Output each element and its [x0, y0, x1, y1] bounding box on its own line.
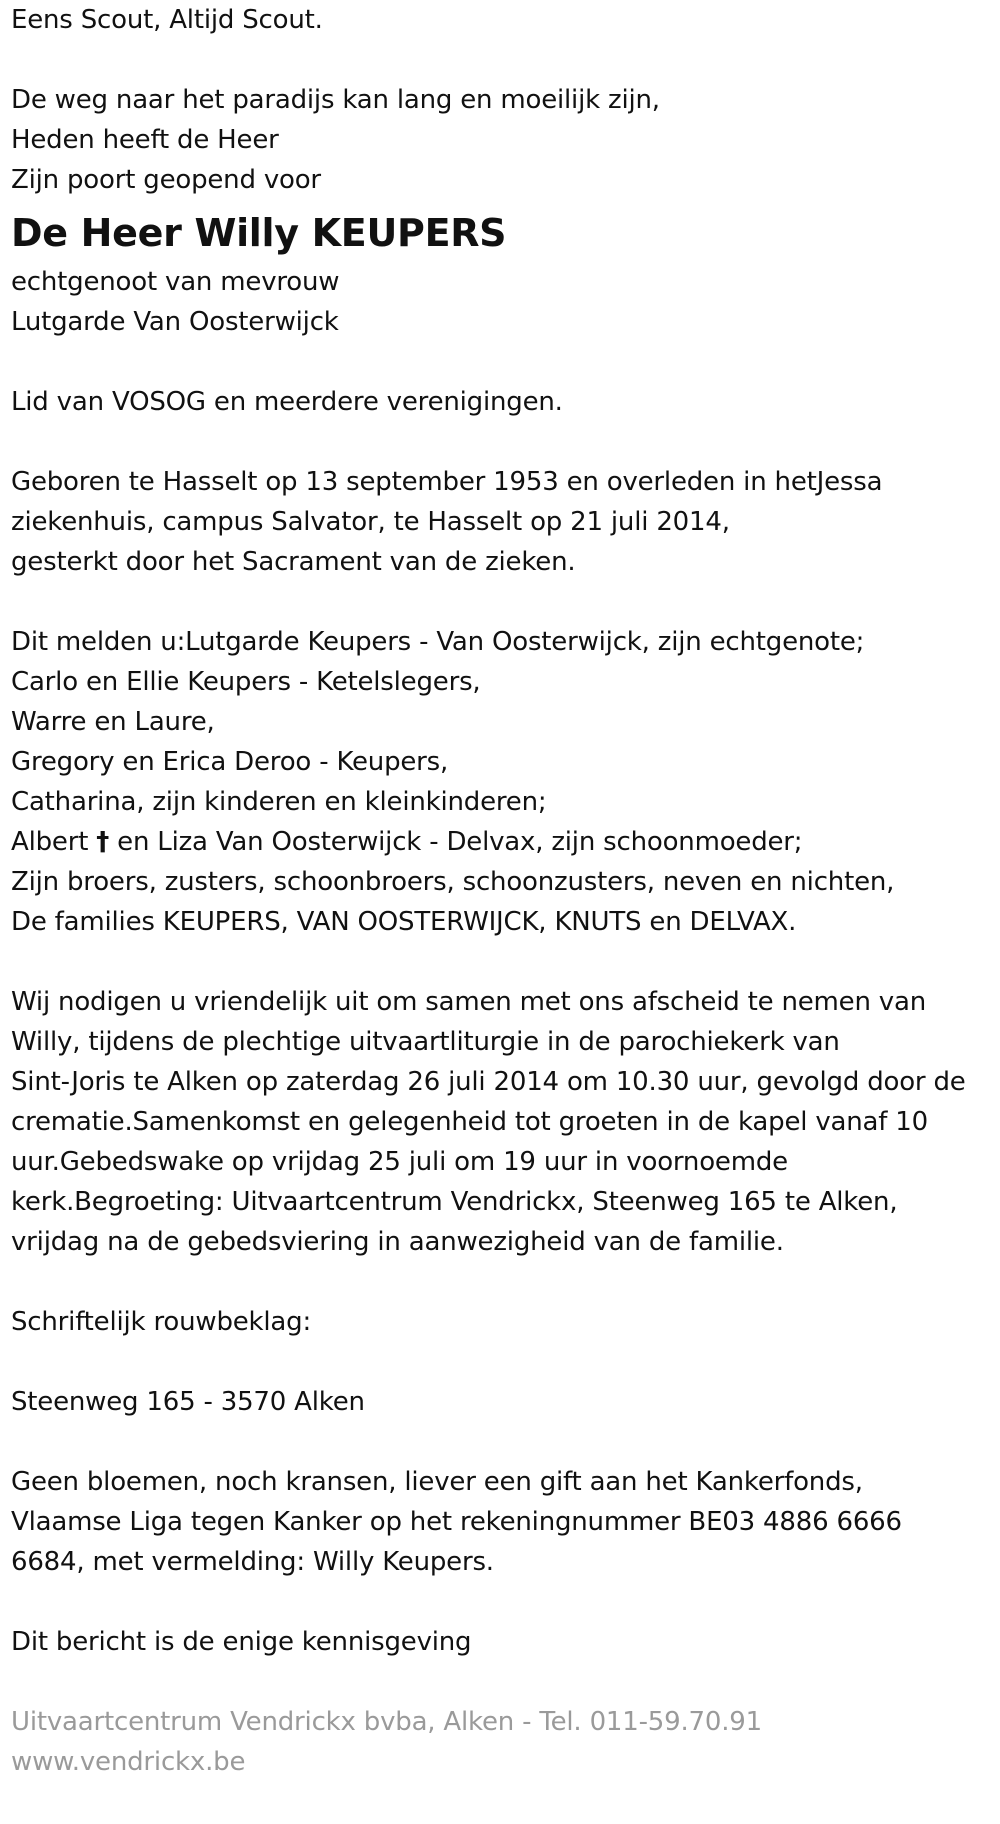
motto: Eens Scout, Altijd Scout.: [11, 5, 323, 35]
condolence-address: Steenweg 165 - 3570 Alken: [11, 1387, 365, 1417]
albert-prefix: Albert: [11, 827, 97, 857]
condolence-label: Schriftelijk rouwbeklag:: [11, 1307, 312, 1337]
footer-website-link[interactable]: www.vendrickx.be: [11, 1747, 246, 1777]
spacer: [11, 1662, 996, 1702]
spacer: [11, 1422, 996, 1462]
family-line: Carlo en Ellie Keupers - Ketelslegers,: [11, 667, 481, 697]
spacer: [11, 422, 996, 462]
verse-line: De weg naar het paradijs kan lang en moeilijk zijn,: [11, 85, 660, 115]
footer-company: Uitvaartcentrum Vendrickx bvba, Alken - Tel. 011-59.70.91: [11, 1707, 762, 1737]
verse-line: Heden heeft de Heer: [11, 125, 279, 155]
albert-suffix: en Liza Van Oosterwijck - Delvax, zijn schoonmoeder;: [109, 827, 803, 857]
family-line: Gregory en Erica Deroo - Keupers,: [11, 747, 449, 777]
ceremony-line: vrijdag na de gebedsviering in aanwezigheid van de familie.: [11, 1227, 784, 1257]
deceased-name: De Heer Willy KEUPERS: [11, 211, 507, 255]
family-line-albert: [11, 822, 996, 862]
spacer: [11, 582, 996, 622]
verse-line: Zijn poort geopend voor: [11, 165, 321, 195]
footer: [11, 1702, 996, 1782]
spacer: [11, 1262, 996, 1302]
ceremony-line: Willy, tijdens de plechtige uitvaartliturgie in de parochiekerk van: [11, 1027, 840, 1057]
family-line: Dit melden u:Lutgarde Keupers - Van Oosterwijck, zijn echtgenote;: [11, 627, 865, 657]
ceremony-line: uur.Gebedswake op vrijdag 25 juli om 19 uur in voornoemde: [11, 1147, 788, 1177]
membership-line: Lid van VOSOG en meerdere verenigingen.: [11, 387, 563, 417]
spacer: [11, 1582, 996, 1622]
ceremony-line: kerk.Begroeting: Uitvaartcentrum Vendrickx, Steenweg 165 te Alken,: [11, 1187, 898, 1217]
notice-line: Dit bericht is de enige kennisgeving: [11, 1627, 472, 1657]
donation-line: 6684, met vermelding: Willy Keupers.: [11, 1547, 494, 1577]
death-notice: [11, 0, 996, 1782]
donation-line: Vlaamse Liga tegen Kanker op het rekeningnummer BE03 4886 6666: [11, 1507, 902, 1537]
spacer: [11, 40, 996, 80]
family-line: Zijn broers, zusters, schoonbroers, schoonzusters, neven en nichten,: [11, 867, 895, 897]
family-line: De families KEUPERS, VAN OOSTERWIJCK, KNUTS en DELVAX.: [11, 907, 797, 937]
birth-death-line: Geboren te Hasselt op 13 september 1953 en overleden in hetJessa: [11, 467, 883, 497]
spacer: [11, 1342, 996, 1382]
family-line: Warre en Laure,: [11, 707, 215, 737]
ceremony-line: Sint-Joris te Alken op zaterdag 26 juli 2014 om 10.30 uur, gevolgd door de: [11, 1067, 966, 1097]
spacer: [11, 342, 996, 382]
birth-death-line: ziekenhuis, campus Salvator, te Hasselt op 21 juli 2014,: [11, 507, 730, 537]
birth-death-line: gesterkt door het Sacrament van de zieken.: [11, 547, 576, 577]
donation-line: Geen bloemen, noch kransen, liever een gift aan het Kankerfonds,: [11, 1467, 863, 1497]
spouse-line: echtgenoot van mevrouw: [11, 267, 340, 297]
family-line: Catharina, zijn kinderen en kleinkinderen;: [11, 787, 547, 817]
spouse-line: Lutgarde Van Oosterwijck: [11, 307, 339, 337]
ceremony-line: crematie.Samenkomst en gelegenheid tot groeten in de kapel vanaf 10: [11, 1107, 928, 1137]
cross-icon: †: [96, 827, 110, 857]
ceremony-line: Wij nodigen u vriendelijk uit om samen met ons afscheid te nemen van: [11, 987, 926, 1017]
spacer: [11, 942, 996, 982]
